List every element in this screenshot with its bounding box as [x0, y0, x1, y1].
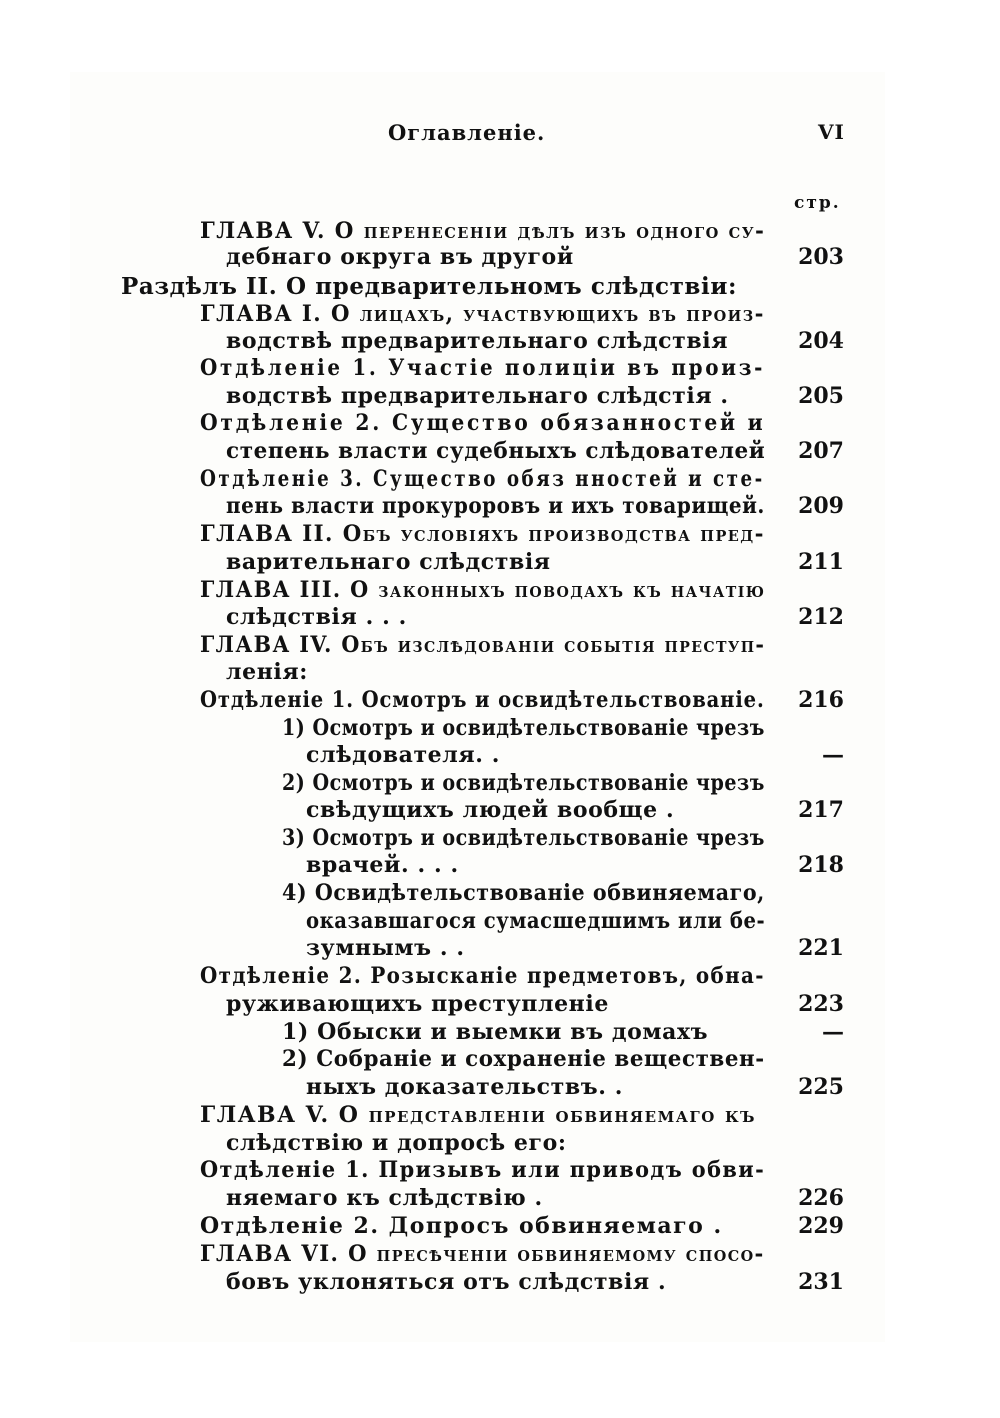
toc-line: Отдѣленіе 2. Допросъ обвиняемаго .	[200, 1213, 723, 1239]
toc-line: пень власти прокуроровъ и ихъ товарищей.	[226, 493, 765, 519]
toc-page: 211	[798, 549, 844, 575]
toc-line: ныхъ доказательствъ. .	[306, 1074, 624, 1100]
toc-page: 221	[798, 935, 844, 961]
toc-line: няемаго къ слѣдствію .	[226, 1185, 543, 1211]
toc-line: свѣдущихъ людей вообще .	[306, 797, 675, 823]
toc-line: слѣдствію и допросѣ его:	[226, 1130, 567, 1156]
toc-line: ГЛАВА I. О лицахъ, участвующихъ въ произ-	[200, 301, 765, 327]
toc-page: 205	[798, 383, 844, 409]
toc-line: ГЛАВА V. О представленіи обвиняемаго къ	[200, 1102, 756, 1128]
toc-line: Отдѣленіе 3. Существо обяз нностей и сте-	[200, 466, 765, 492]
section-heading: Раздѣлъ II. О предварительномъ слѣдствіи:	[121, 273, 738, 300]
toc-page: 203	[798, 244, 844, 270]
toc-line: 2) Осмотръ и освидѣтельствованіе чрезъ	[282, 770, 765, 796]
page-title: Оглавленіе.	[388, 120, 546, 145]
column-label: стр.	[794, 193, 841, 213]
toc-line: 3) Осмотръ и освидѣтельствованіе чрезъ	[282, 825, 765, 851]
toc-page: 209	[798, 493, 844, 519]
toc-line: ГЛАВА II. Объ условіяхъ производства пред-	[200, 521, 765, 547]
toc-page: 226	[798, 1185, 844, 1211]
toc-line: варительнаго слѣдствія	[226, 549, 551, 575]
toc-line: 1) Обыски и выемки въ домахъ	[282, 1019, 709, 1045]
toc-line: руживающихъ преступленіе	[226, 991, 609, 1017]
toc-line: водствѣ предварительнаго слѣдстія .	[226, 383, 729, 409]
toc-line: Отдѣленіе 2. Розысканіе предметовъ, обна-	[200, 963, 765, 989]
toc-line: слѣдствія . . .	[226, 604, 407, 630]
toc-line: водствѣ предварительнаго слѣдствія	[226, 328, 729, 354]
toc-line: 4) Освидѣтельствованіе обвиняемаго,	[282, 880, 765, 906]
toc-line: врачей. . . .	[306, 852, 459, 878]
toc-line: ГЛАВА VI. О пресѣченіи обвиняемому спосо-	[200, 1241, 765, 1267]
toc-page: 229	[798, 1213, 844, 1239]
toc-line: ГЛАВА IV. Объ изслѣдованіи событія преступ-	[200, 632, 766, 658]
toc-page: —	[822, 742, 844, 768]
toc-page: 218	[798, 852, 844, 878]
toc-line: оказавшагося сумасшедшимъ или бе-	[306, 908, 766, 934]
toc-page: 216	[798, 687, 844, 713]
toc-line: Отдѣленіе 2. Существо обязанностей и	[200, 410, 766, 436]
toc-line: 2) Собраніе и сохраненіе веществен-	[282, 1046, 765, 1072]
toc-page: 225	[798, 1074, 844, 1100]
toc-page: 231	[798, 1269, 844, 1295]
toc-line: ГЛАВА III. О законныхъ поводахъ къ начатію	[200, 577, 766, 603]
toc-line: Отдѣленіе 1. Участіе полиціи въ произ-	[200, 355, 766, 381]
toc-line: степень власти судебныхъ слѣдователей	[226, 438, 766, 464]
toc-line: бовъ уклоняться отъ слѣдствія .	[226, 1269, 667, 1295]
toc-page: 207	[798, 438, 844, 464]
toc-line: 1) Осмотръ и освидѣтельствованіе чрезъ	[282, 715, 765, 741]
toc-page: —	[822, 1019, 844, 1045]
toc-line: Отдѣленіе 1. Призывъ или приводъ обви-	[200, 1157, 766, 1183]
toc-page: 217	[798, 797, 844, 823]
toc-line: слѣдователя. .	[306, 742, 501, 768]
toc-line: зумнымъ . .	[306, 935, 465, 961]
toc-page: 223	[798, 991, 844, 1017]
toc-line: дебнаго округа въ другой	[226, 244, 574, 270]
toc-line: ГЛАВА V. О перенесеніи дѣлъ изъ одного су-	[200, 218, 766, 244]
page-number: VI	[818, 120, 845, 144]
toc-page: 212	[798, 604, 844, 630]
toc-page: 204	[798, 328, 844, 354]
toc-line: Отдѣленіе 1. Осмотръ и освидѣтельствованіе.	[200, 687, 765, 713]
toc-line: ленія:	[226, 659, 308, 685]
